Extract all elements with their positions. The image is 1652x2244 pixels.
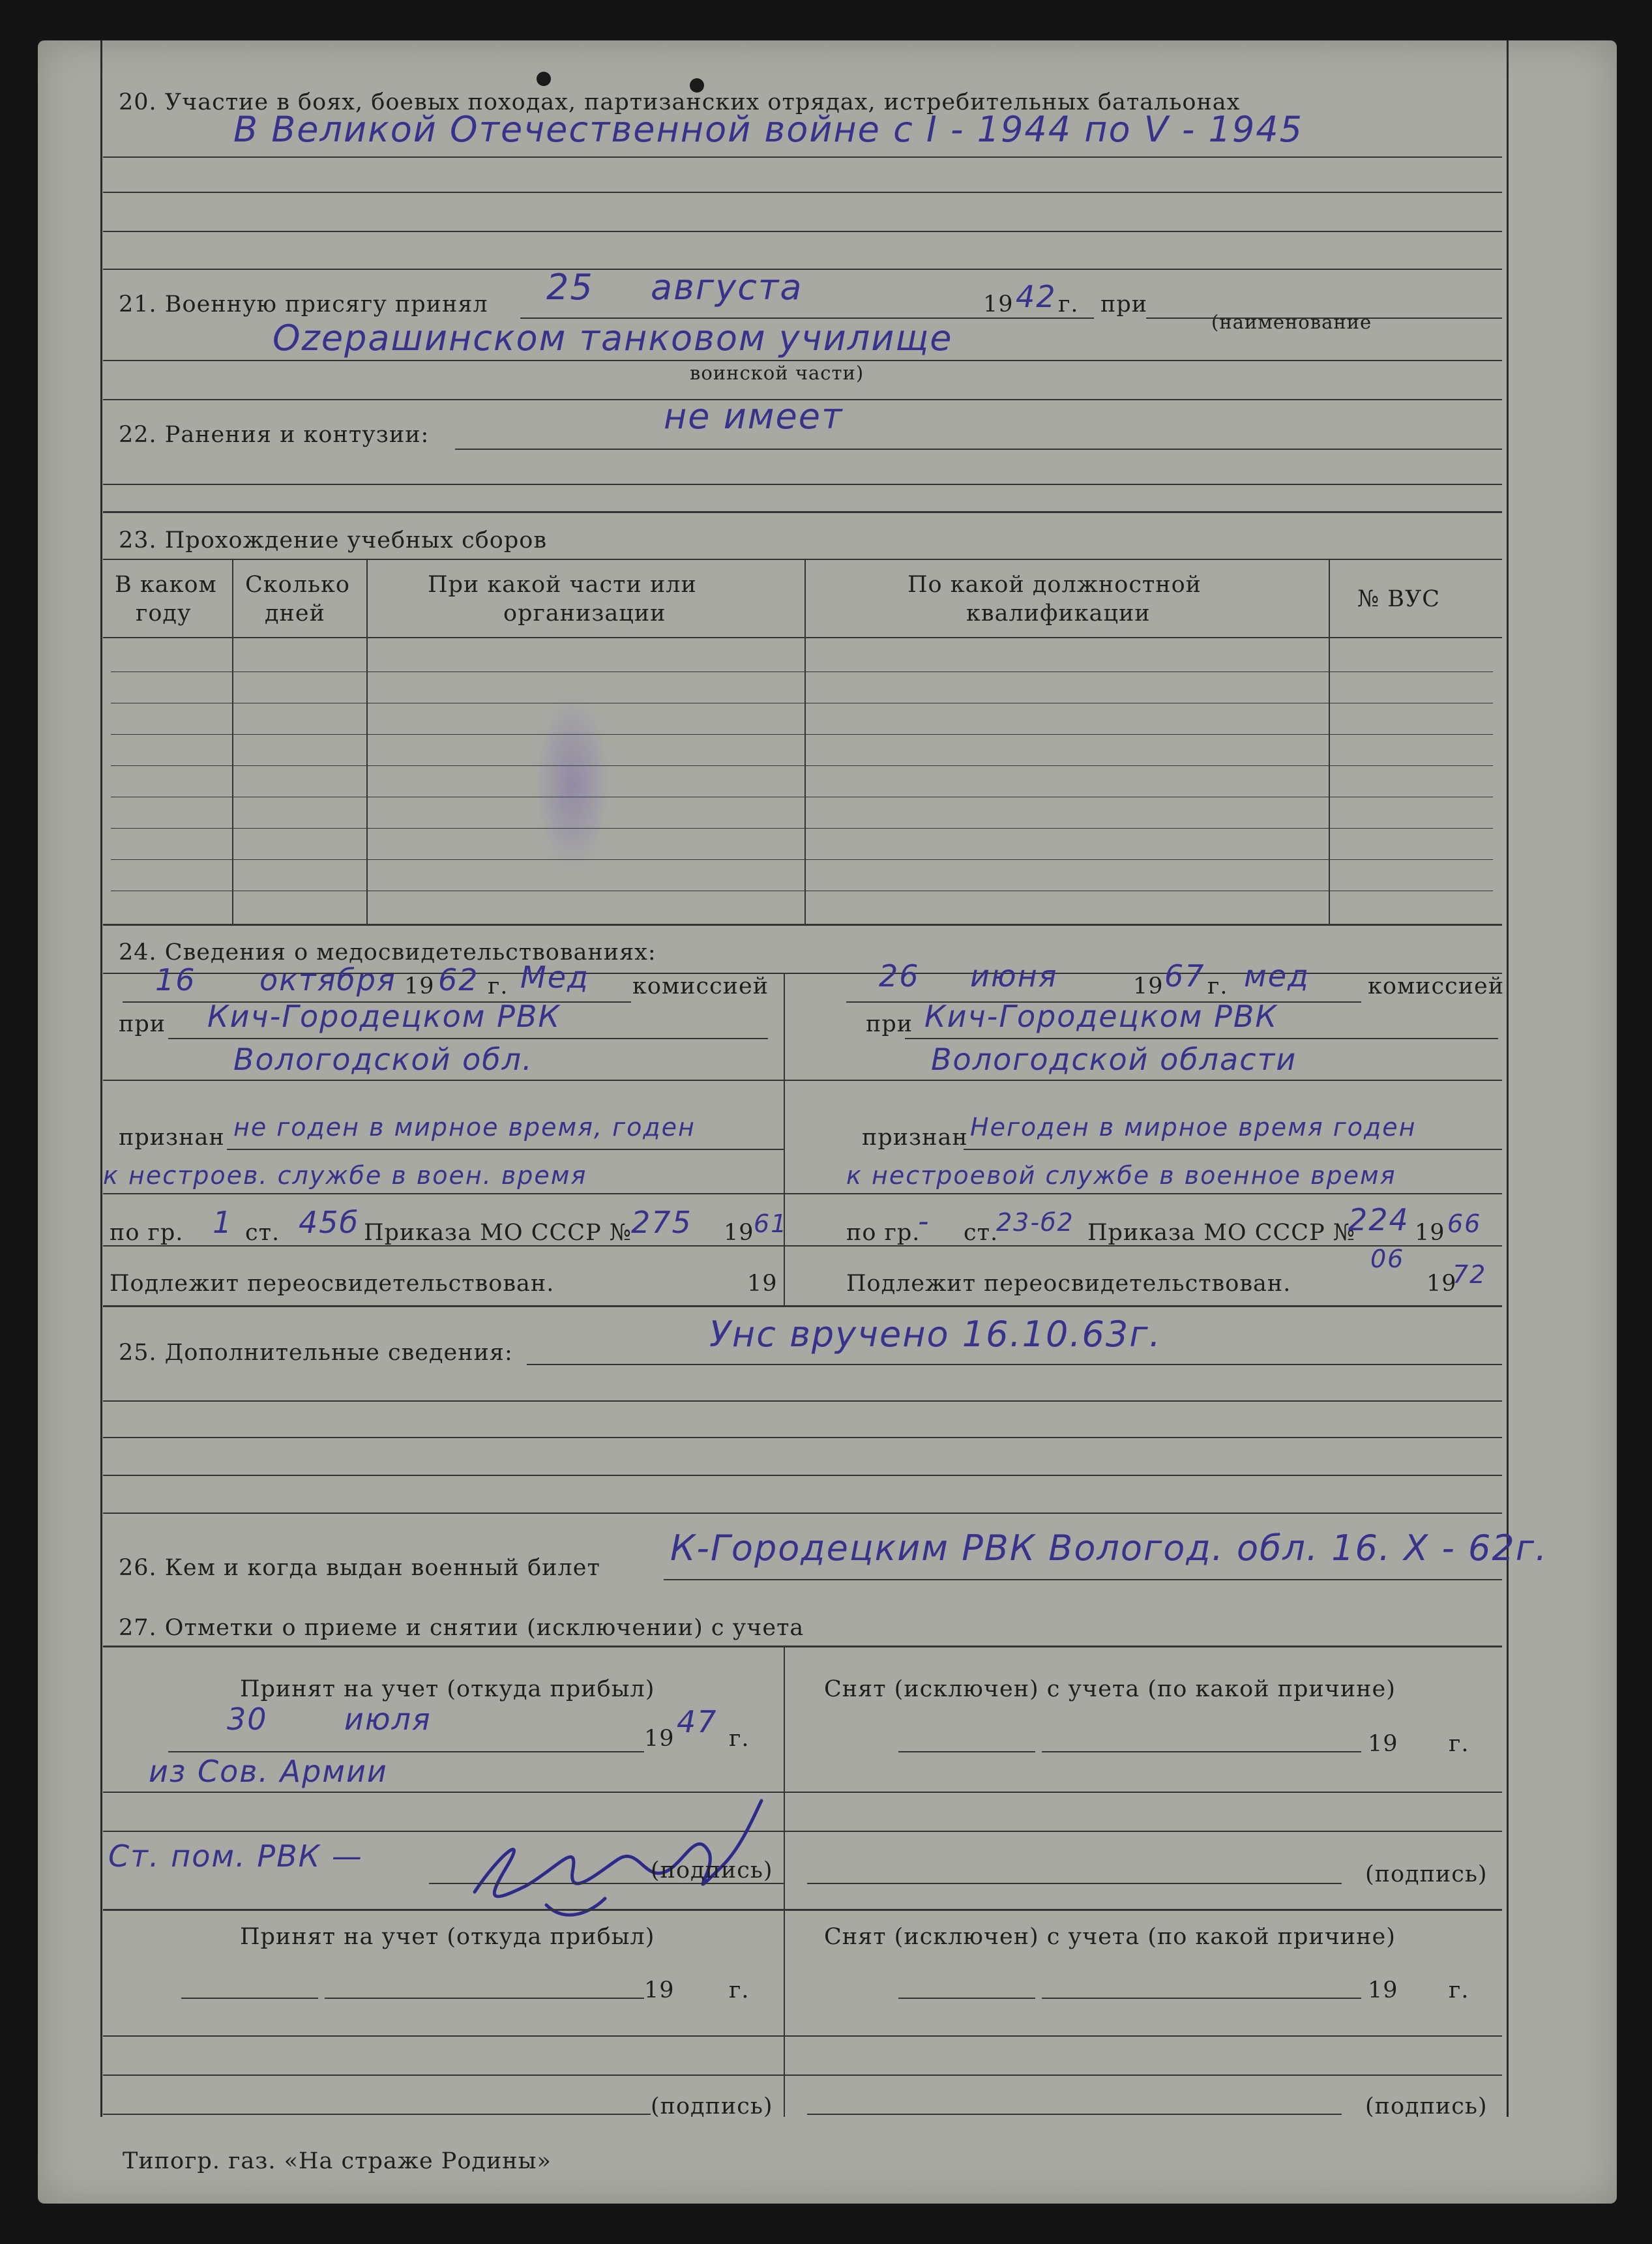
- rule: [103, 360, 1502, 361]
- col-year-header-2: году: [136, 600, 192, 627]
- med-right-st: 23-б2: [996, 1208, 1074, 1237]
- med-right-commission: комиссией: [1368, 973, 1505, 999]
- col-qual-header-1: По какой должностной: [907, 572, 1202, 598]
- med-left-region: Вологодской обл.: [233, 1042, 533, 1077]
- col-qual-header-2: квалификации: [966, 600, 1151, 627]
- ink-stain: [533, 692, 612, 875]
- col-vus-header: № ВУС: [1357, 586, 1441, 612]
- med-right-verdict-1: Негоден в мирное время годен: [970, 1113, 1417, 1142]
- remove-2-g: г.: [1449, 1977, 1469, 2003]
- med-left-month: октября: [259, 962, 396, 997]
- rule: [111, 828, 1493, 829]
- med-right-at-label: при: [866, 1011, 913, 1037]
- med-left-med: Мед: [520, 960, 589, 995]
- med-right-resurvey-day: 06: [1370, 1245, 1405, 1273]
- rule: [168, 1038, 768, 1039]
- rule: [784, 2035, 1502, 2037]
- med-right-order-label: Приказа МО СССР №: [1087, 1220, 1355, 1246]
- rule: [325, 1998, 644, 1999]
- col-days-header-1: Сколько: [245, 572, 350, 598]
- med-right-verdict-2: к нестроевой службе в военное время: [846, 1161, 1396, 1190]
- section-25-value: Унс вручено 16.10.63г.: [709, 1314, 1162, 1355]
- rule: [455, 449, 1502, 450]
- section-27-label: 27. Отметки о приеме и снятии (исключении) с учета: [119, 1615, 804, 1641]
- section-26-value: К-Городецким РВК Вологод. обл. 16. X - 62г.: [670, 1528, 1548, 1569]
- rule: [111, 859, 1493, 860]
- accept-2-signature-label: (подпись): [651, 2093, 773, 2119]
- oath-year-prefix: 19: [983, 291, 1014, 317]
- oath-day: 25: [546, 267, 594, 308]
- rule: [103, 1909, 1502, 1911]
- col-unit-header-1: При какой части или: [428, 572, 697, 598]
- oath-month: августа: [651, 267, 803, 308]
- med-left-gr-label: по гр.: [110, 1220, 184, 1246]
- rule: [784, 1193, 1502, 1194]
- rule: [1042, 1751, 1361, 1752]
- accept-1-month: июля: [344, 1702, 432, 1737]
- rule: [103, 924, 1502, 926]
- rule: [111, 734, 1493, 735]
- rule: [103, 1646, 1502, 1647]
- rule: [103, 1475, 1502, 1476]
- med-left-verdict-2: к нестроев. службе в воен. время: [103, 1161, 587, 1190]
- med-right-order-year-prefix: 19: [1415, 1220, 1445, 1246]
- section-20-label: 20. Участие в боях, боевых походах, партизанских отрядах, истребительных батальонах: [119, 89, 1241, 115]
- remove-2-year-prefix: 19: [1368, 1977, 1398, 2003]
- rule: [103, 637, 1502, 638]
- med-right-med: мед: [1244, 958, 1310, 994]
- med-left-at: Кич-Городецком РВК: [207, 999, 561, 1034]
- accept-2-label: Принят на учет (откуда прибыл): [240, 1924, 655, 1950]
- accept-1-day: 30: [227, 1702, 268, 1737]
- rule: [103, 2035, 784, 2037]
- med-left-recognized-label: признан: [119, 1125, 225, 1151]
- accept-1-year: 47: [677, 1704, 718, 1739]
- section-20-value: В Великой Отечественной войне с I - 1944 по V - 1945: [233, 109, 1303, 150]
- accept-2-g: г.: [729, 1977, 750, 2003]
- accept-1-label: Принят на учет (откуда прибыл): [240, 1676, 655, 1702]
- accept-1-signature-label: (подпись): [651, 1857, 773, 1883]
- rule: [784, 1831, 1502, 1832]
- accept-1-signer: Ст. пом. РВК —: [108, 1838, 363, 1874]
- rule: [103, 1080, 784, 1081]
- rule: [103, 1400, 1502, 1402]
- rule: [898, 1751, 1035, 1752]
- med-left-commission: комиссией: [632, 973, 769, 999]
- rule: [103, 2114, 651, 2115]
- med-right-gr-label: по гр.: [846, 1220, 921, 1246]
- med-left-st-label: ст.: [245, 1220, 280, 1246]
- remove-1-label: Снят (исключен) с учета (по какой причине): [824, 1676, 1396, 1702]
- med-left-resurvey-year: 19: [747, 1271, 778, 1297]
- med-right-order: 224: [1348, 1202, 1409, 1237]
- section-21-label: 21. Военную присягу принял: [119, 291, 488, 317]
- remove-2-label: Снят (исключен) с учета (по какой причине): [824, 1924, 1396, 1950]
- remove-1-year-prefix: 19: [1368, 1731, 1398, 1757]
- rule: [111, 765, 1493, 766]
- med-left-gr: 1: [213, 1205, 233, 1240]
- rule: [1042, 1998, 1361, 1999]
- med-left-order-year-prefix: 19: [724, 1220, 754, 1246]
- med-left-order-label: Приказа МО СССР №: [364, 1220, 632, 1246]
- rule: [784, 1080, 1502, 1081]
- accept-1-year-prefix: 19: [644, 1726, 675, 1752]
- med-right-gr: -: [918, 1203, 930, 1239]
- med-right-region: Вологодской области: [931, 1042, 1297, 1077]
- column-rule: [366, 559, 368, 924]
- accept-1-from: из Сов. Армии: [149, 1754, 388, 1789]
- section-23-label: 23. Прохождение учебных сборов: [119, 527, 548, 554]
- med-right-resurvey-year: 72: [1453, 1260, 1487, 1289]
- rule: [103, 156, 1502, 158]
- med-right-resurvey-label: Подлежит переосвидетельствован.: [846, 1271, 1291, 1297]
- section-22-label: 22. Ранения и контузии:: [119, 422, 430, 448]
- section-24-label: 24. Сведения о медосвидетельствованиях:: [119, 939, 656, 966]
- column-rule: [784, 973, 785, 1305]
- rule: [103, 484, 1502, 485]
- rule: [664, 1579, 1502, 1580]
- oath-unit: Ozерашинском танковом училище: [273, 317, 953, 359]
- med-left-order: 275: [631, 1205, 692, 1240]
- col-year-header-1: В каком: [115, 572, 217, 598]
- accept-1-g: г.: [729, 1726, 750, 1752]
- military-id-page: [38, 40, 1617, 2204]
- rule: [964, 1149, 1502, 1150]
- column-rule: [1329, 559, 1330, 924]
- rule: [103, 559, 1502, 560]
- med-left-g: г.: [488, 973, 509, 999]
- remove-1-g: г.: [1449, 1731, 1469, 1757]
- med-right-recognized-label: признан: [862, 1125, 968, 1151]
- med-left-st: 45б: [299, 1205, 359, 1240]
- med-right-day: 26: [879, 958, 920, 994]
- med-right-month: июня: [970, 958, 1058, 994]
- rule: [807, 2114, 1342, 2115]
- med-left-verdict-1: не годен в мирное время, годен: [233, 1113, 696, 1142]
- section-25-label: 25. Дополнительные сведения:: [119, 1340, 513, 1366]
- oath-year-suffix: г.: [1058, 291, 1079, 317]
- rule: [103, 1513, 1502, 1514]
- rule: [905, 1038, 1498, 1039]
- remove-1-signature-label: (подпись): [1365, 1861, 1488, 1887]
- col-days-header-2: дней: [265, 600, 325, 627]
- rule: [429, 1883, 784, 1884]
- oath-year: 42: [1016, 279, 1057, 314]
- column-rule: [232, 559, 233, 924]
- punch-hole: [537, 72, 551, 86]
- med-right-order-year: 66: [1447, 1209, 1482, 1238]
- rule: [103, 1437, 1502, 1438]
- rule: [103, 1305, 1502, 1307]
- med-left-order-year: 61: [754, 1209, 788, 1238]
- med-left-at-label: при: [119, 1011, 166, 1037]
- rule: [227, 1149, 784, 1150]
- rule: [807, 1883, 1342, 1884]
- med-left-year-prefix: 19: [404, 973, 435, 999]
- column-rule: [804, 559, 806, 924]
- rule: [103, 511, 1502, 513]
- col-unit-header-2: организации: [503, 600, 666, 627]
- med-right-year: 67: [1164, 958, 1205, 994]
- oath-naim-label: (наименование: [1211, 311, 1372, 333]
- rule: [898, 1998, 1035, 1999]
- rule: [181, 1998, 318, 1999]
- med-left-day: 16: [155, 962, 196, 997]
- oath-unit-label: воинской части): [690, 362, 864, 384]
- accept-2-year-prefix: 19: [644, 1977, 675, 2003]
- rule: [103, 1193, 784, 1194]
- med-right-g: г.: [1207, 973, 1228, 999]
- rule: [527, 1364, 1502, 1365]
- oath-at-label: при: [1100, 291, 1148, 317]
- med-left-year: 62: [438, 962, 479, 997]
- signature-icon: [449, 1775, 788, 1931]
- med-right-at: Кич-Городецком РВК: [924, 999, 1278, 1034]
- med-right-resurvey-year-prefix: 19: [1426, 1271, 1457, 1297]
- rule: [103, 231, 1502, 232]
- rule: [103, 192, 1502, 193]
- rule: [784, 2074, 1502, 2076]
- rule: [784, 1792, 1502, 1793]
- rule: [103, 2074, 784, 2076]
- med-right-st-label: ст.: [964, 1220, 999, 1246]
- med-left-resurvey-label: Подлежит переосвидетельствован.: [110, 1271, 555, 1297]
- rule: [168, 1751, 644, 1752]
- rule: [1146, 317, 1502, 319]
- rule: [103, 1245, 784, 1247]
- section-26-label: 26. Кем и когда выдан военный билет: [119, 1555, 600, 1581]
- printer-footer: Типогр. газ. «На страже Родины»: [123, 2148, 552, 2174]
- remove-2-signature-label: (подпись): [1365, 2093, 1488, 2119]
- med-right-year-prefix: 19: [1133, 973, 1164, 999]
- section-22-value: не имеет: [664, 396, 844, 437]
